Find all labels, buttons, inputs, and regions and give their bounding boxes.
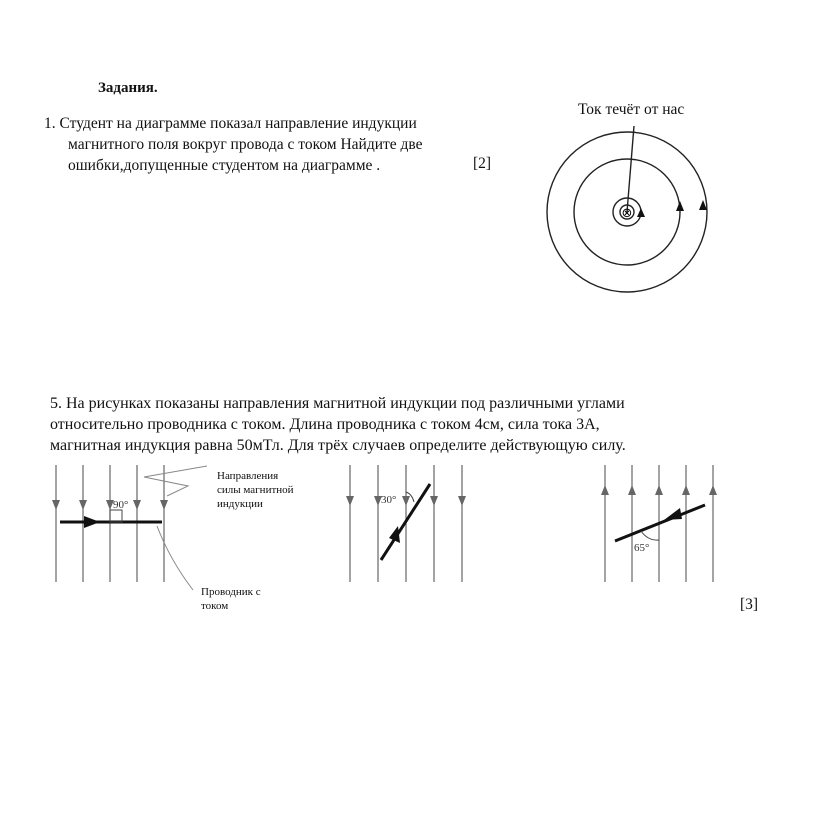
section-heading: Задания.: [98, 80, 158, 96]
task1-line-1: 1. Студент на диаграмме показал направление индукции: [44, 115, 417, 132]
circle-diagram-caption: Ток течёт от нас: [578, 101, 685, 118]
conductor-3: [615, 505, 705, 541]
task1-line-3: ошибки,допущенные студентом на диаграмме .: [68, 157, 381, 174]
current-arrow-2: [389, 526, 400, 543]
task5-line-2: относительно проводника с током. Длина проводника с током 4см, сила тока 3А,: [50, 416, 600, 433]
angle-label-1: 90°: [113, 499, 129, 511]
task5-line-3: магнитная индукция равна 50мТл. Для трёх случаев определите действующую силу.: [50, 437, 626, 454]
angle-label-2: 30°: [381, 494, 397, 506]
current-arrow-3: [664, 508, 682, 520]
current-arrow-1: [84, 516, 100, 528]
task5-score: [3]: [740, 596, 759, 613]
task1-line-2: магнитного поля вокруг провода с током Найдите две: [68, 136, 423, 153]
task5-line-1: 5. На рисунках показаны направления магнитной индукции под различными углами: [50, 395, 625, 412]
callout-field: Направления силы магнитной индукции: [217, 470, 294, 510]
callout-wire-leader: [157, 526, 193, 590]
right-angle-mark: [110, 510, 122, 522]
task1-score: [2]: [473, 155, 492, 172]
callout-wire: Проводник с током: [201, 586, 261, 612]
angle-label-3: 65°: [634, 542, 650, 554]
angle-arc-3: [641, 531, 659, 540]
callout-field-leader: [144, 466, 207, 496]
wire-cross-symbol: ⊗: [621, 206, 633, 221]
